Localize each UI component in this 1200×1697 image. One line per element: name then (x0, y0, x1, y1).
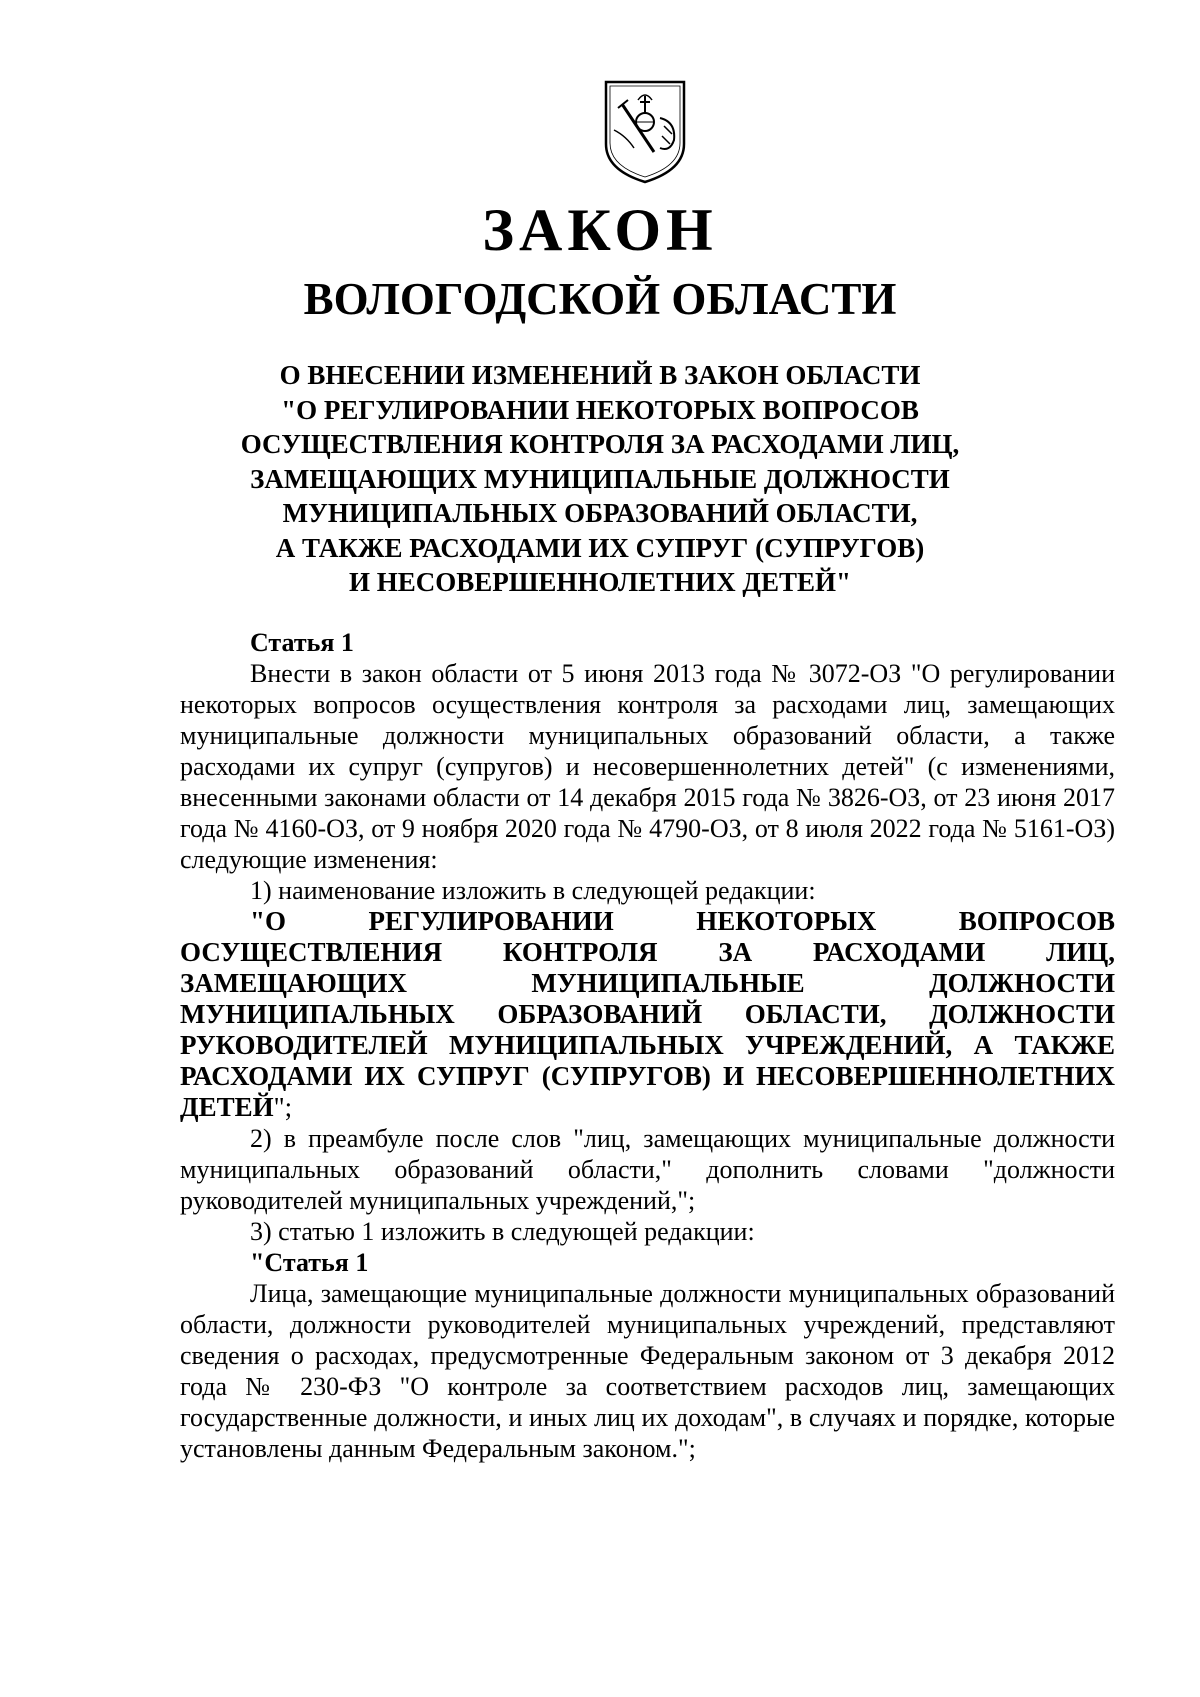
item-1-new-title (180, 906, 1115, 1123)
subject-line: О ВНЕСЕНИИ ИЗМЕНЕНИЙ В ЗАКОН ОБЛАСТИ (279, 360, 921, 390)
law-subject-title (200, 358, 1000, 600)
document-body (180, 627, 1115, 1464)
subject-line: И НЕСОВЕРШЕННОЛЕТНИХ ДЕТЕЙ" (348, 567, 852, 597)
item-2: 2) в преамбуле после слов "лиц, замещающих муниципальные должности муниципальных образований области," дополнить словами "должности руководителей муниципальных учреждений,"; (180, 1124, 1115, 1215)
item-3-text: Лица, замещающие муниципальные должности муниципальных образований области, должности руководителей муниципальных учреждений, представляют сведения о расходах, предусмотренные Федеральным законом от 3 декабря 2012 года № 230-ФЗ "О контроле за соответствием расходов лиц, замещающих государственные должности, и иных лиц их доходам", в случаях и порядке, которые установлены данным Федеральным законом."; (180, 1279, 1115, 1463)
subject-line: МУНИЦИПАЛЬНЫХ ОБРАЗОВАНИЙ ОБЛАСТИ, (282, 498, 918, 528)
item-1-intro: 1) наименование изложить в следующей редакции: (250, 876, 816, 905)
item-3-intro: 3) статью 1 изложить в следующей редакции: (250, 1217, 755, 1246)
law-title: ЗАКОН (482, 197, 718, 263)
subject-line: "О РЕГУЛИРОВАНИИ НЕКОТОРЫХ ВОПРОСОВ (281, 394, 919, 425)
region-title: ВОЛОГОДСКОЙ ОБЛАСТИ (303, 274, 897, 324)
new-title-end: "; (273, 1092, 293, 1122)
subject-line: ЗАМЕЩАЮЩИХ МУНИЦИПАЛЬНЫЕ ДОЛЖНОСТИ (250, 463, 950, 494)
new-title-text: "О РЕГУЛИРОВАНИИ НЕКОТОРЫХ ВОПРОСОВ ОСУЩЕСТВЛЕНИЯ КОНТРОЛЯ ЗА РАСХОДАМИ ЛИЦ, ЗАМЕЩАЮЩИХ МУНИЦИПАЛЬНЫЕ ДОЛЖНОСТИ МУНИЦИПАЛЬНЫХ ОБРАЗОВАНИЙ ОБЛАСТИ, ДОЛЖНОСТИ РУКОВОДИТЕЛЕЙ МУНИЦИПАЛЬНЫХ УЧРЕЖДЕНИЙ, А ТАКЖЕ РАСХОДАМИ ИХ СУПРУГ (СУПРУГОВ) И НЕСОВЕРШЕННОЛЕТНИХ ДЕТЕЙ (180, 906, 1115, 1122)
subject-line: А ТАКЖЕ РАСХОДАМИ ИХ СУПРУГ (СУПРУГОВ) (275, 532, 925, 563)
article-1-heading: Статья 1 (250, 628, 354, 657)
article-1-intro: Внести в закон области от 5 июня 2013 года № 3072-ОЗ "О регулировании некоторых вопросов осуществления контроля за расходами лиц, замещающих муниципальные должности муниципальных образований области, а также расходами их супруг (супругов) и несовершеннолетних детей" (с изменениями, внесенными законами области от 14 декабря 2015 года № 3826-ОЗ, от 23 июня 2017 года № 4160-ОЗ, от 9 ноября 2020 года № 4790-ОЗ, от 8 июля 2022 года № 5161-ОЗ) следующие изменения: (180, 659, 1115, 874)
item-3-heading: "Статья 1 (250, 1248, 369, 1277)
coat-of-arms-icon (600, 78, 690, 186)
subject-line: ОСУЩЕСТВЛЕНИЯ КОНТРОЛЯ ЗА РАСХОДАМИ ЛИЦ, (240, 429, 960, 459)
